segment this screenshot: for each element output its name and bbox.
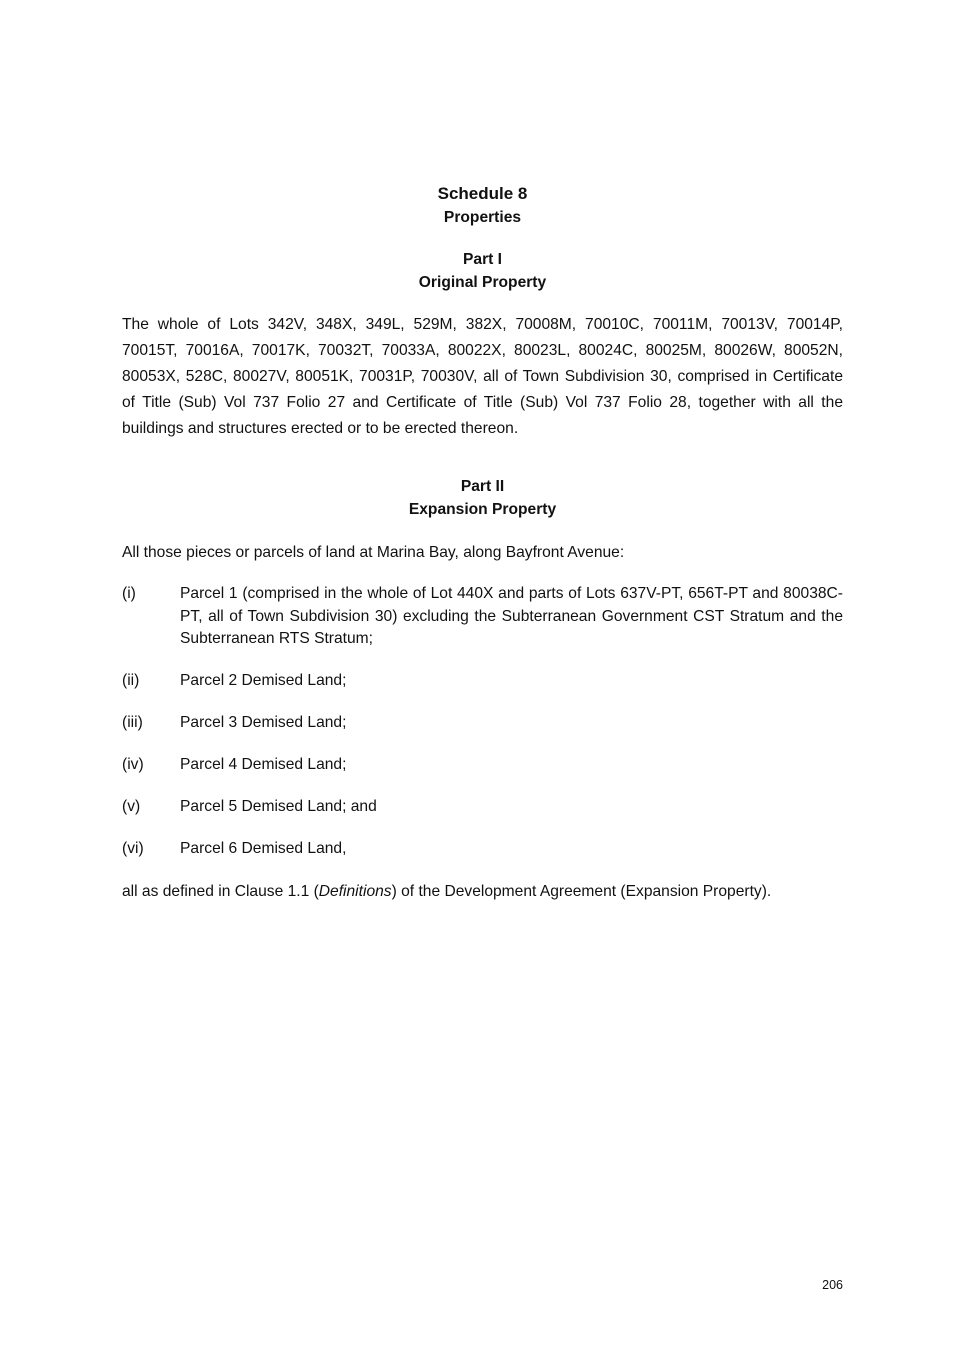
list-item [122, 754, 843, 777]
closing-text-start: all as defined in Clause 1.1 ( [122, 883, 319, 900]
list-item-text: Parcel 1 (comprised in the whole of Lot 440X and parts of Lots 637V-PT, 656T-PT and 80038C-PT, all of Town Subdivision 30) excluding the Subterranean Government CST Stratum and the Subterranean RTS Stratum; [180, 585, 843, 647]
list-item-text: Parcel 3 Demised Land; [180, 714, 347, 731]
list-item-text: Parcel 5 Demised Land; and [180, 798, 377, 815]
closing-paragraph [122, 879, 843, 905]
list-item [122, 796, 843, 819]
part-1-heading: Part I [463, 251, 502, 268]
list-item-text: Parcel 6 Demised Land, [180, 840, 347, 857]
page-number: 206 [822, 1278, 843, 1292]
list-item-text: Parcel 4 Demised Land; [180, 756, 347, 773]
schedule-subtitle: Properties [443, 209, 522, 226]
list-item-text: Parcel 2 Demised Land; [180, 672, 347, 689]
original-property-paragraph: The whole of Lots 342V, 348X, 349L, 529M, 382X, 70008M, 70010C, 70011M, 70013V, 70014P, 70015T, 70016A, 70017K, 70032T, 70033A, 80022X, 80023L, 80024C, 80025M, 80026W, 80052N, 80053X, 528C, 80027V, 80051K, 70031P, 70030V, all of Town Subdivision 30, comprised in Certificate of Title (Sub) Vol 737 Folio 27 and Certificate of Title (Sub) Vol 737 Folio 28, together with all the buildings and structures erected or to be erected thereon. [122, 316, 843, 437]
closing-text-end: ) of the Development Agreement (Expansion Property). [391, 883, 772, 900]
definitions-reference: Definitions [318, 883, 392, 900]
list-item-number: (iv) [122, 756, 144, 773]
list-item-number: (i) [122, 585, 136, 602]
list-item-number: (v) [122, 798, 141, 815]
list-item [122, 583, 843, 651]
part-2-heading: Part II [460, 478, 505, 495]
list-item-number: (ii) [122, 672, 140, 689]
list-item-number: (vi) [122, 840, 144, 857]
list-item [122, 670, 843, 693]
expansion-property-intro: All those pieces or parcels of land at Marina Bay, along Bayfront Avenue: [122, 544, 625, 561]
part-1-subheading: Original Property [418, 274, 547, 291]
part-2-subheading: Expansion Property [408, 501, 557, 518]
list-item-number: (iii) [122, 714, 143, 731]
list-item [122, 838, 843, 861]
schedule-title: Schedule 8 [437, 184, 528, 203]
list-item [122, 712, 843, 735]
